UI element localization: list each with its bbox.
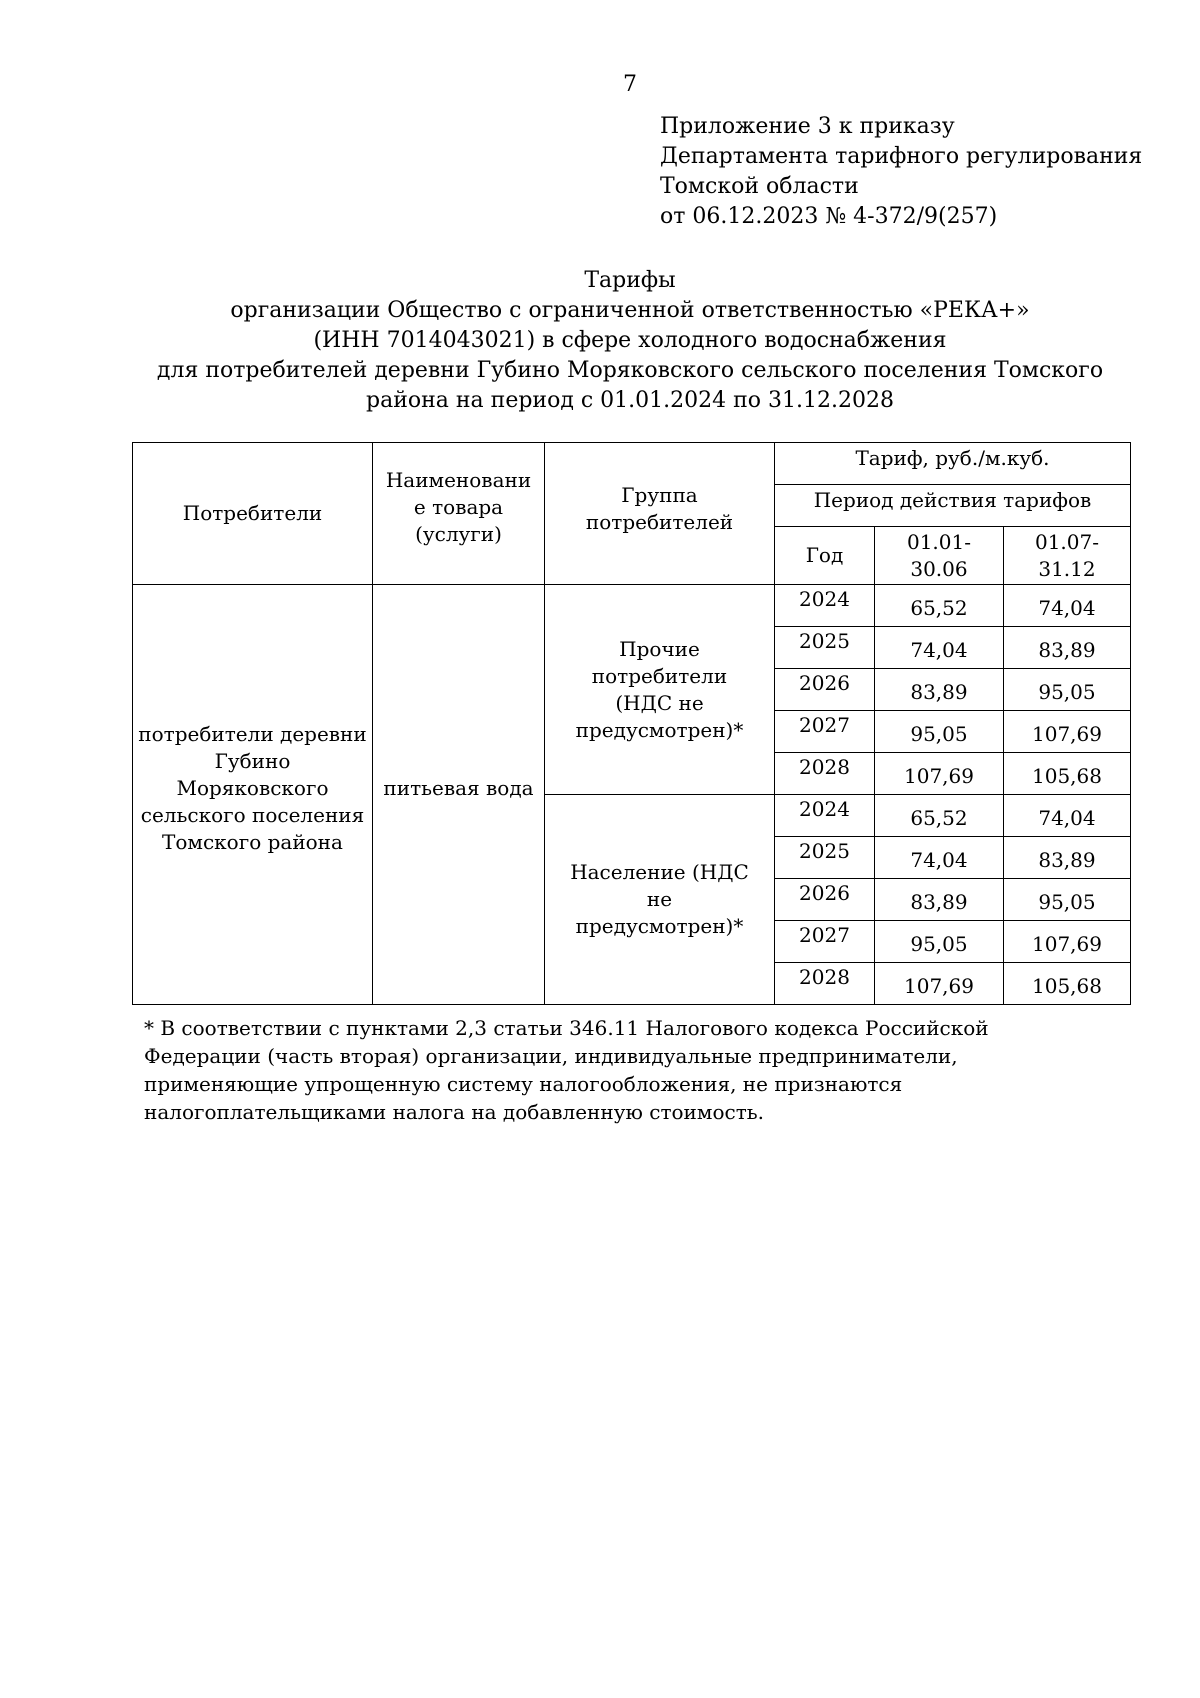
year-cell: 2027 (775, 711, 875, 753)
year-cell: 2026 (775, 879, 875, 921)
appendix-reference (660, 112, 1142, 232)
year-cell: 2027 (775, 921, 875, 963)
header-half2: 01.07- 31.12 (1004, 527, 1131, 585)
appendix-line: Приложение 3 к приказу (660, 114, 955, 139)
tariff-h2-cell: 105,68 (1004, 753, 1131, 795)
title-line: Тарифы (584, 268, 676, 293)
tariff-h1-cell: 74,04 (875, 627, 1004, 669)
table-row (133, 585, 1131, 627)
header-year: Год (775, 527, 875, 585)
tariff-h1-cell: 107,69 (875, 753, 1004, 795)
title-line: для потребителей деревни Губино Моряковского сельского поселения Томского (156, 358, 1104, 383)
header-consumers: Потребители (133, 443, 373, 585)
tariff-h2-cell: 105,68 (1004, 963, 1131, 1005)
tariff-table (132, 442, 1131, 1005)
tariff-h2-cell: 95,05 (1004, 879, 1131, 921)
tariff-h2-cell: 74,04 (1004, 585, 1131, 627)
year-cell: 2024 (775, 585, 875, 627)
header-product: Наименовани е товара (услуги) (373, 443, 545, 585)
product-cell: питьевая вода (373, 585, 545, 1005)
year-cell: 2025 (775, 627, 875, 669)
title-line: организации Общество с ограниченной ответственностью «РЕКА+» (230, 298, 1030, 323)
tariff-h1-cell: 65,52 (875, 795, 1004, 837)
group-cell: Прочие потребители (НДС не предусмотрен)* (545, 585, 775, 795)
document-title (0, 266, 1200, 416)
year-cell: 2024 (775, 795, 875, 837)
title-line: района на период с 01.01.2024 по 31.12.2028 (366, 388, 894, 413)
year-cell: 2025 (775, 837, 875, 879)
group-cell: Население (НДС не предусмотрен)* (545, 795, 775, 1005)
appendix-line: Томской области (660, 174, 859, 199)
appendix-line: Департамента тарифного регулирования (660, 144, 1143, 169)
tariff-h1-cell: 65,52 (875, 585, 1004, 627)
header-group: Группа потребителей (545, 443, 775, 585)
header-period: Период действия тарифов (775, 485, 1131, 527)
header-half1: 01.01- 30.06 (875, 527, 1004, 585)
tariff-h2-cell: 74,04 (1004, 795, 1131, 837)
header-row (133, 443, 1131, 485)
year-cell: 2028 (775, 963, 875, 1005)
tariff-h2-cell: 83,89 (1004, 627, 1131, 669)
consumer-cell: потребители деревни Губино Моряковского сельского поселения Томского района (133, 585, 373, 1005)
tariff-h2-cell: 107,69 (1004, 711, 1131, 753)
page-number: 7 (623, 72, 637, 97)
tariff-h2-cell: 107,69 (1004, 921, 1131, 963)
year-cell: 2026 (775, 669, 875, 711)
tariff-h2-cell: 83,89 (1004, 837, 1131, 879)
tariff-h1-cell: 74,04 (875, 837, 1004, 879)
appendix-line: от 06.12.2023 № 4-372/9(257) (660, 204, 998, 229)
tariff-h2-cell: 95,05 (1004, 669, 1131, 711)
title-line: (ИНН 7014043021) в сфере холодного водоснабжения (313, 328, 947, 353)
tariff-h1-cell: 83,89 (875, 879, 1004, 921)
tariff-h1-cell: 107,69 (875, 963, 1004, 1005)
header-tariff: Тариф, руб./м.куб. (775, 443, 1131, 485)
tariff-h1-cell: 95,05 (875, 711, 1004, 753)
tariff-h1-cell: 95,05 (875, 921, 1004, 963)
tariff-h1-cell: 83,89 (875, 669, 1004, 711)
footnote: * В соответствии с пунктами 2,3 статьи 346.11 Налогового кодекса Российской Федерации (часть вторая) организации, индивидуальные предприниматели, применяющие упрощенную систему налогообложения, не признаются налогоплательщиками налога на добавленную стоимость. (144, 1016, 989, 1124)
year-cell: 2028 (775, 753, 875, 795)
tariff-table-body (133, 443, 1131, 1005)
